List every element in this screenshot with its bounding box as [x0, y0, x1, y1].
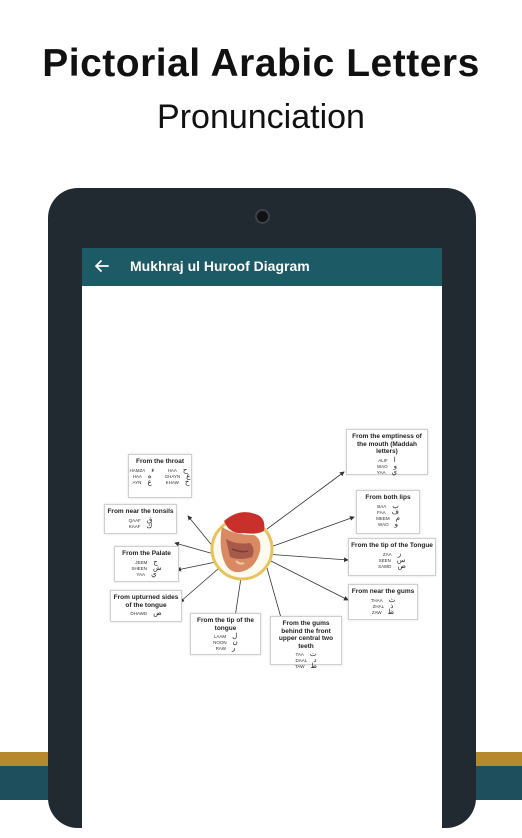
letter-name: ALIF	[378, 457, 388, 463]
arabic-letter: ط	[310, 663, 317, 670]
front-teeth-gums-title: From the gums behind the front upper central two teeth	[278, 620, 334, 650]
letter-name: QAAF	[128, 517, 141, 523]
tongue-sides-title: From upturned sides of the tongue	[113, 594, 179, 609]
arabic-letter: ك	[146, 522, 153, 530]
letter-name: HAA	[167, 467, 177, 473]
letter-name: SAWD	[378, 563, 392, 569]
mukhraj-diagram	[82, 286, 442, 806]
arabic-letter: و	[393, 462, 397, 470]
near-gums-title: From near the gums	[351, 588, 415, 595]
letter-name: KAAF	[128, 523, 141, 529]
tongue-sides-box	[110, 590, 182, 622]
letter-name: DHAWD	[130, 611, 148, 616]
near-gums-box	[348, 584, 418, 620]
arabic-letter: ت	[309, 651, 317, 658]
arabic-letter: ي	[151, 570, 157, 578]
letter-name: TAA	[295, 652, 304, 657]
tongue-tip-2-title: From the tip of the Tongue	[351, 542, 433, 549]
letter-name: ZHAL	[372, 603, 385, 609]
arabic-letter: ق	[146, 516, 153, 524]
arabic-letter: س	[396, 556, 406, 564]
arabic-letter: ف	[391, 508, 399, 516]
letter-name: YAA	[376, 469, 386, 475]
letter-name: MEEM	[376, 515, 390, 521]
front-teeth-gums-box	[270, 616, 342, 670]
mouth-emptiness-title: From the emptiness of the mouth (Maddah letters)	[352, 433, 422, 455]
arabic-letter: ش	[152, 564, 162, 572]
letter-name: BAA	[377, 503, 387, 509]
arabic-letter: ر	[231, 645, 236, 652]
arabic-letter: و	[394, 520, 398, 528]
arabic-letter: ح	[182, 466, 188, 474]
arabic-letter: د	[313, 657, 317, 664]
promo-subtitle: Pronunciation	[157, 98, 365, 136]
tonsils-box	[104, 504, 177, 534]
letter-name: YAA	[136, 571, 146, 577]
tongue-tip-box	[190, 613, 261, 655]
letter-name: SEEN	[378, 557, 391, 563]
letter-name: LAAM	[213, 634, 227, 639]
throat-title: From the throat	[135, 458, 185, 465]
arabic-letter: ه	[147, 472, 152, 480]
arrow-left-icon[interactable]	[95, 255, 115, 277]
arabic-letter: ذ	[390, 602, 394, 610]
letter-name: HAMZA	[129, 467, 146, 473]
letter-name: WAO	[377, 463, 388, 469]
arabic-letter: ب	[392, 502, 399, 510]
arabic-letter: م	[395, 514, 400, 522]
letter-name: THAA	[370, 597, 383, 603]
arabic-letter: ل	[232, 633, 238, 640]
arabic-letter: غ	[186, 472, 191, 480]
letter-name: RAW	[215, 646, 226, 651]
arabic-letter: ض	[153, 610, 162, 617]
app-bar-title: Mukhraj ul Huroof Diagram	[130, 258, 310, 274]
letter-name: AYN	[132, 479, 142, 485]
letter-name: TAW	[295, 664, 305, 669]
letter-name: DAAL	[295, 658, 308, 663]
arabic-letter: ث	[388, 596, 396, 604]
arabic-letter: ي	[391, 468, 398, 476]
app-screen	[82, 248, 442, 838]
palate-title: From the Palate	[122, 550, 171, 557]
letter-name: HAA	[132, 473, 142, 479]
arabic-letter: ظ	[387, 608, 395, 616]
arabic-letter: ء	[151, 466, 155, 474]
tonsils-title: From near the tonsils	[107, 508, 174, 515]
letter-name: WAO	[378, 521, 389, 527]
arabic-letter: ج	[153, 558, 158, 566]
arabic-letter: ن	[232, 639, 238, 646]
camera-icon	[255, 209, 270, 224]
arabic-letter: ع	[147, 478, 152, 486]
arabic-letter: ص	[397, 562, 406, 570]
lips-box	[356, 490, 420, 534]
mouth-emptiness-box	[346, 429, 428, 475]
letter-name: GHAYN	[164, 473, 181, 479]
lips-title: From both lips	[365, 494, 411, 501]
letter-name: JEEM	[135, 559, 148, 565]
letter-name: KHAW	[165, 479, 179, 485]
letter-name: ZAA	[382, 551, 392, 557]
letter-name: FAA	[377, 509, 386, 515]
tongue-tip-title: From the tip of the tongue	[196, 617, 255, 632]
app-bar	[82, 248, 442, 286]
arabic-letter: ا	[393, 456, 396, 464]
tablet-frame	[48, 188, 476, 828]
arabic-letter: خ	[184, 478, 190, 486]
letter-name: SHEEN	[131, 565, 147, 571]
promo-title: Pictorial Arabic Letters	[42, 42, 480, 85]
throat-box	[128, 454, 192, 498]
head-crosssection-illustration	[210, 505, 274, 585]
tongue-tip-2-box	[348, 538, 436, 576]
letter-name: NOON	[213, 640, 227, 645]
letter-name: ZAW	[371, 609, 382, 615]
palate-box	[114, 546, 179, 582]
arabic-letter: ز	[397, 550, 402, 558]
